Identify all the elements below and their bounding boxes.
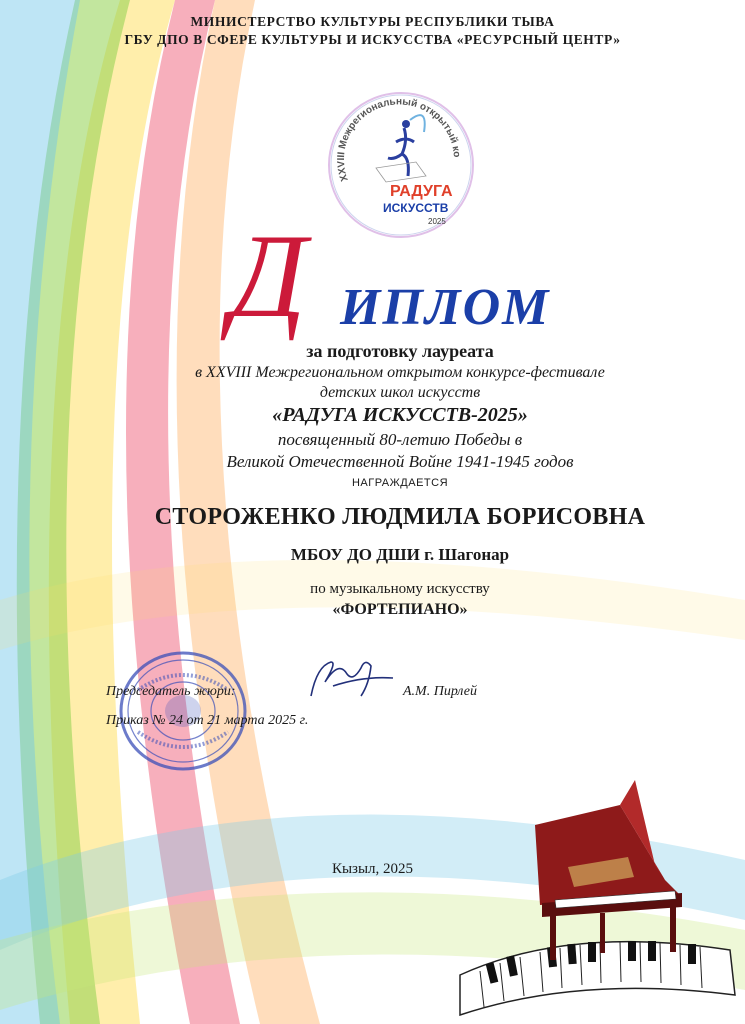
organization-header: ГБУ ДПО В СФЕРЕ КУЛЬТУРЫ И ИСКУССТВА «РЕСУРСНЫЙ ЦЕНТР»: [124, 32, 621, 47]
grand-piano-illustration: [450, 775, 740, 1020]
title-rest: ИПЛОМ: [340, 279, 551, 336]
official-stamp: [118, 650, 248, 772]
nomination: «ФОРТЕПИАНО»: [332, 601, 468, 618]
jury-signature: [303, 648, 398, 708]
award-reason: за подготовку лауреата: [306, 341, 494, 361]
field-of-art: по музыкальному искусству: [310, 581, 490, 597]
logo-year: 2025: [428, 217, 446, 226]
logo-arc-text: XXVIII Межрегиональный открытый ко: [335, 96, 463, 183]
logo-brand-bottom: ИСКУССТВ: [383, 201, 449, 215]
recipient-school: МБОУ ДО ДШИ г. Шагонар: [290, 545, 510, 564]
jury-chair-label: Председатель жюри:: [106, 684, 236, 699]
dedication-line-2: Великой Отечественной Войне 1941-1945 годов: [226, 452, 574, 471]
contest-line-2: детских школ искусств: [319, 384, 481, 401]
ministry-header: МИНИСТЕРСТВО КУЛЬТУРЫ РЕСПУБЛИКИ ТЫВА: [190, 14, 555, 29]
order-reference: Приказ № 24 от 21 марта 2025 г.: [106, 713, 309, 728]
recipient-name: СТОРОЖЕНКО ЛЮДМИЛА БОРИСОВНА: [154, 504, 646, 530]
city-year: Кызыл, 2025: [331, 861, 414, 877]
contest-name: «РАДУГА ИСКУССТВ-2025»: [272, 404, 528, 426]
festival-logo: [326, 90, 476, 240]
logo-brand-top: РАДУГА: [390, 183, 453, 200]
jury-chair-name: А.М. Пирлей: [403, 684, 477, 699]
awarded-label: НАГРАЖДАЕТСЯ: [351, 477, 449, 489]
title-first-letter: Д: [230, 209, 307, 342]
dedication-line-1: посвященный 80-летию Победы в: [277, 430, 523, 449]
contest-line-1: в XXVIII Межрегиональном открытом конкурсе-фестивале: [195, 364, 605, 381]
